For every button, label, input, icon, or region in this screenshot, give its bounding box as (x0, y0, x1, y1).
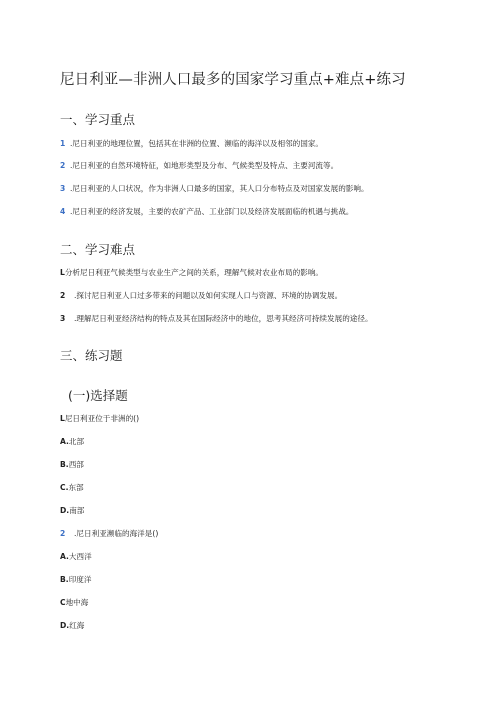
key-point-item (60, 138, 323, 149)
document-title: 尼日利亚—非洲人口最多的国家学习重点+难点+练习 (60, 72, 406, 88)
option-letter: D. (60, 621, 70, 630)
difficulty-item (60, 290, 342, 301)
option (60, 551, 92, 562)
option-text: 大西洋 (68, 552, 92, 561)
option-text: 东部 (68, 483, 84, 492)
item-number: 4 (60, 207, 66, 216)
option (60, 597, 88, 608)
option-letter: A. (60, 437, 69, 446)
item-text: .尼日利亚的地理位置，包括其在非洲的位置、濒临的海洋以及相邻的国家。 (70, 139, 324, 148)
section-heading-key-points: 一、学习重点 (60, 112, 136, 127)
subsection-heading-choice: (一)选择题 (68, 388, 128, 403)
option-letter: B. (60, 575, 69, 584)
difficulty-item (60, 313, 373, 324)
key-point-item (60, 183, 369, 194)
option-text: 北部 (68, 437, 85, 446)
question-stem (60, 528, 158, 539)
option (60, 436, 84, 447)
option (60, 482, 84, 493)
key-point-item (60, 206, 353, 217)
item-number: 3 (60, 314, 66, 323)
option-letter: A. (60, 552, 69, 561)
section-heading-difficulties: 二、学习难点 (60, 242, 136, 257)
question-number: L (60, 414, 65, 423)
item-text: 分析尼日利亚气候类型与农业生产之间的关系，理解气候对农业布局的影响。 (64, 268, 324, 277)
option-text: 西部 (68, 460, 84, 469)
item-number: 1 (60, 139, 66, 148)
question-number: 2 (60, 529, 66, 538)
option-text: 红海 (69, 621, 85, 630)
question-text: 尼日利亚位于非洲的() (64, 414, 140, 423)
item-number: 2 (60, 161, 66, 170)
question-stem (60, 413, 139, 424)
item-text: .理解尼日利亚经济结构的特点及其在国际经济中的地位，思考其经济可持续发展的途径。 (74, 314, 373, 323)
option (60, 459, 84, 470)
item-text: .探讨尼日利亚人口过多带来的问题以及如何实现人口与资源、环境的协调发展。 (74, 291, 343, 300)
item-text: .尼日利亚的人口状况，作为非洲人口最多的国家，其人口分布特点及对国家发展的影响。 (70, 184, 369, 193)
option-text: 南部 (69, 506, 85, 515)
option-letter: C. (60, 483, 69, 492)
key-point-item (60, 160, 338, 171)
difficulty-item (60, 267, 323, 278)
option-letter: C (60, 598, 66, 607)
option-text: 印度洋 (68, 575, 92, 584)
section-heading-exercises: 三、练习题 (60, 348, 123, 363)
item-text: .尼日利亚的经济发展，主要的农矿产品、工业部门以及经济发展面临的机遇与挑战。 (70, 207, 354, 216)
option (60, 505, 84, 516)
option-letter: D. (60, 506, 70, 515)
option-text: 地中海 (65, 598, 89, 607)
item-number: 2 (60, 291, 66, 300)
option-letter: B. (60, 460, 69, 469)
item-text: .尼日利亚的自然环境特征，如地形类型及分布、气候类型及特点、主要河流等。 (70, 161, 339, 170)
option (60, 574, 91, 585)
item-number: 3 (60, 184, 66, 193)
item-number: L (60, 268, 65, 277)
question-text: .尼日利亚濒临的海洋是() (74, 529, 159, 538)
option (60, 620, 84, 631)
